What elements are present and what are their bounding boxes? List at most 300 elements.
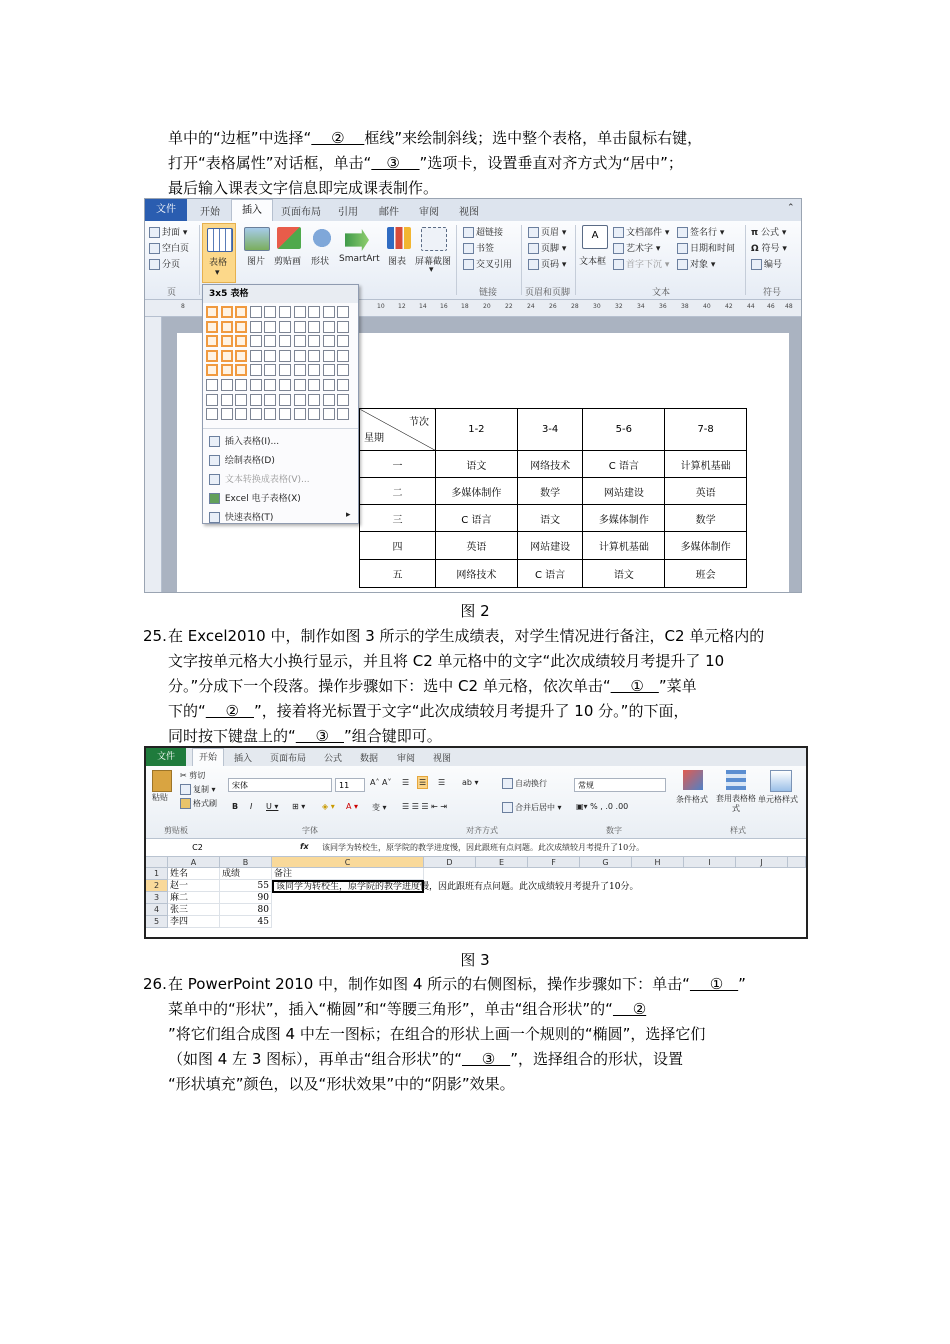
ribbon-insert: 封面 ▾ 空白页 分页 表格 ▾ 图片 剪贴画 形状 SmartArt 图表 屏幕截图 ▾ 超链接 书签 交叉引用 页眉 ▾ 页脚 ▾ 页码 ▾ A 文本框 文档部件 ▾ 艺术字 ▾ 首字下沉 ▾ 签名行 ▾ 日期和时间 对象 ▾ π 公式 ▾ Ω 符号 ▾ 编号 页 链接 页眉和页脚 文本 符号 (145, 221, 801, 300)
header-icon (528, 227, 539, 238)
number-button[interactable]: 编号 (751, 257, 782, 270)
table-grid-cell[interactable] (308, 335, 320, 347)
table-grid-cell[interactable] (206, 408, 218, 420)
align-top-button[interactable]: ☰ (402, 778, 410, 787)
name-box[interactable]: C2 (146, 841, 246, 855)
cell[interactable]: 80 (220, 904, 272, 916)
table-grid-cell[interactable] (308, 394, 320, 406)
text-line: 打开“表格属性”对话框，单击“ ③ ”选项卡，设置垂直对齐方式为“居中”； (168, 154, 683, 172)
submenu-arrow-icon: ▸ (346, 510, 351, 520)
table-grid-cell[interactable] (250, 306, 262, 318)
table-grid-cell[interactable] (250, 394, 262, 406)
text-line: 分。”分成下一个段落。操作步骤如下：选中 C2 单元格，依次单击“ ① ”菜单 (168, 677, 697, 695)
cell[interactable]: 麻二 (168, 892, 220, 904)
picture-icon (244, 227, 270, 251)
cell[interactable]: 备注 (272, 868, 424, 880)
picture-button[interactable]: 图片 (247, 257, 266, 267)
course-cell: 语文 (436, 451, 518, 478)
table-grid-cell[interactable] (264, 335, 276, 347)
table-grid-cell[interactable] (264, 350, 276, 362)
course-cell: 英语 (436, 532, 518, 560)
brush-icon (180, 798, 191, 809)
convert-text-icon (209, 474, 220, 485)
page-break-button[interactable]: 分页 (149, 257, 180, 270)
number-format-buttons[interactable]: ▣▾ % , .0 .00 (576, 802, 629, 811)
table-grid-cell[interactable] (235, 335, 247, 347)
cut-button[interactable]: ✂ 剪切 (180, 771, 206, 780)
chart-icon (387, 227, 411, 249)
table-grid-cell[interactable] (279, 335, 291, 347)
period-header: 3-4 (517, 409, 583, 451)
table-grid-cell[interactable] (337, 321, 349, 333)
tab-file[interactable]: 文件 (146, 748, 186, 766)
cell[interactable]: 张三 (168, 904, 220, 916)
tab-mailings[interactable]: 邮件 (379, 207, 399, 218)
conditional-format-button[interactable]: 条件格式 (676, 795, 708, 804)
insert-table-dropdown (202, 284, 359, 524)
group-label-links: 链接 (479, 288, 498, 298)
textbox-icon: A (582, 225, 608, 249)
course-cell: 多媒体制作 (583, 505, 665, 532)
column-header[interactable]: H (632, 857, 684, 868)
answer-blank: ② (612, 1000, 647, 1018)
quick-tables-menu-item[interactable]: 快速表格(T) ▸ (209, 510, 273, 523)
cell[interactable]: 赵一 (168, 880, 220, 892)
collapse-ribbon-icon[interactable]: ⌃ (787, 203, 795, 213)
figure-3-caption: 图 3 (460, 951, 490, 969)
text-line: 最后输入课表文字信息即完成课表制作。 (168, 179, 439, 197)
question-number: 26. (143, 975, 167, 993)
day-cell: 一 (360, 451, 436, 478)
text-line: 文字按单元格大小换行显示，并且将 C2 单元格中的文字“此次成绩较月考提升了 10 (168, 652, 725, 670)
excel-icon (209, 493, 220, 504)
group-label-header-footer: 页眉和页脚 (525, 288, 571, 298)
course-cell: 语文 (517, 505, 583, 532)
table-grid-cell[interactable] (235, 379, 247, 391)
table-grid-cell[interactable] (308, 321, 320, 333)
underline-button[interactable]: U ▾ (266, 802, 279, 811)
tab-home[interactable]: 开始 (192, 748, 224, 767)
cell[interactable]: 90 (220, 892, 272, 904)
table-grid-cell[interactable] (337, 379, 349, 391)
table-grid-cell[interactable] (323, 379, 335, 391)
table-grid-cell[interactable] (250, 364, 262, 376)
wrap-text-icon (502, 778, 513, 789)
paste-button[interactable]: 粘贴 (152, 793, 168, 802)
course-cell: 数学 (517, 478, 583, 505)
group-label-number: 数字 (606, 826, 622, 835)
table-grid-cell[interactable] (221, 335, 233, 347)
hyperlink-icon (463, 227, 474, 238)
row-header[interactable]: 5 (146, 916, 168, 928)
course-cell: C 语言 (517, 560, 583, 588)
text-line: 同时按下键盘上的“ ③ ”组合键即可。 (168, 727, 442, 745)
table-grid-cell[interactable] (279, 364, 291, 376)
borders-button[interactable]: ⊞ ▾ (292, 802, 306, 811)
answer-blank: ③ (371, 154, 420, 172)
drop-cap-icon (613, 259, 624, 270)
copy-button[interactable]: 复制 ▾ (180, 784, 216, 795)
table-icon (207, 228, 233, 252)
answer-blank: ② (311, 129, 365, 147)
wordart-icon (613, 243, 624, 254)
insert-table-menu-item[interactable]: 插入表格(I)... (209, 434, 279, 447)
table-grid-cell[interactable] (250, 350, 262, 362)
shapes-button[interactable]: 形状 (311, 257, 330, 267)
course-cell: C 语言 (583, 451, 665, 478)
format-as-table-icon (726, 770, 746, 790)
quick-parts-icon (613, 227, 624, 238)
cell-styles-button[interactable]: 单元格样式 (758, 795, 798, 804)
table-grid-cell[interactable] (323, 408, 335, 420)
table-grid-cell[interactable] (294, 306, 306, 318)
selected-cell-c2[interactable]: 该同学为转校生，原学院的教学进度慢，因此跟班有点问题。此次成绩较月考提升了10分。 (272, 880, 424, 893)
column-header[interactable]: J (736, 857, 788, 868)
figure-2-word-screenshot (144, 198, 802, 593)
table-grid-cell[interactable] (337, 408, 349, 420)
group-label-font: 字体 (302, 826, 318, 835)
tab-references[interactable]: 引用 (338, 207, 358, 218)
text-line: 下的“ ② ”，接着将光标置于文字“此次成绩较月考提升了 10 分。”的下面， (168, 702, 689, 720)
column-header[interactable]: B (220, 857, 272, 868)
ribbon-tab-bar (145, 199, 801, 222)
page-number-icon (528, 259, 539, 270)
tab-review[interactable]: 审阅 (419, 207, 439, 218)
diagonal-header-cell: 节次 星期 (360, 409, 436, 451)
answer-blank: ② (205, 702, 254, 720)
table-grid-cell[interactable] (294, 364, 306, 376)
bold-button[interactable]: B (232, 802, 239, 811)
table-grid-cell[interactable] (264, 379, 276, 391)
cover-page-button[interactable]: 封面 ▾ (149, 225, 187, 238)
answer-blank: ③ (295, 727, 344, 745)
number-icon (751, 259, 762, 270)
course-cell: 网站建设 (517, 532, 583, 560)
group-label-text: 文本 (652, 288, 671, 298)
table-grid-cell[interactable] (323, 335, 335, 347)
orientation-button[interactable]: ab ▾ (462, 778, 479, 787)
text-line: ”将它们组合成图 4 中左一图标；在组合的形状上画一个规则的“椭圆”，选择它们 (168, 1025, 706, 1043)
table-grid-cell[interactable] (323, 364, 335, 376)
tab-formulas[interactable]: 公式 (324, 754, 343, 764)
table-grid-cell[interactable] (235, 350, 247, 362)
table-grid-cell[interactable] (264, 408, 276, 420)
format-painter-button[interactable]: 格式刷 (180, 798, 217, 809)
table-grid-cell[interactable] (250, 408, 262, 420)
horizontal-ruler[interactable]: 8 10 12 14 16 18 20 22 24 26 28 30 32 34 36 38 40 42 44 46 48 (145, 300, 801, 317)
paste-icon (152, 770, 172, 792)
table-grid-cell[interactable] (308, 379, 320, 391)
calendar-icon (677, 243, 688, 254)
course-cell: 多媒体制作 (436, 478, 518, 505)
cell[interactable]: 55 (220, 880, 272, 892)
number-format-select[interactable]: 常规 (574, 778, 666, 792)
quick-parts-button[interactable]: 文档部件 ▾ (613, 225, 669, 238)
course-cell: 英语 (665, 478, 747, 505)
align-middle-button[interactable]: ☰ (419, 778, 427, 787)
tab-home[interactable]: 开始 (200, 207, 220, 218)
course-cell: 网站建设 (583, 478, 665, 505)
vertical-ruler[interactable] (145, 317, 162, 593)
smartart-button[interactable]: SmartArt (339, 254, 380, 264)
font-name-select[interactable]: 宋体 (228, 778, 332, 792)
table-grid-cell[interactable] (264, 364, 276, 376)
copy-icon (180, 784, 191, 795)
phonetic-button[interactable]: 变 ▾ (372, 803, 387, 812)
pencil-icon (209, 455, 220, 466)
shapes-icon (310, 227, 334, 249)
course-cell: 数学 (665, 505, 747, 532)
table-grid-cell[interactable] (235, 394, 247, 406)
tab-view[interactable]: 视图 (459, 207, 479, 218)
question-number: 25. (143, 627, 167, 645)
table-grid-cell[interactable] (235, 408, 247, 420)
fx-icon[interactable]: fx (300, 842, 309, 851)
column-header[interactable]: A (168, 857, 220, 868)
table-grid-cell[interactable] (206, 321, 218, 333)
table-grid-cell[interactable] (308, 408, 320, 420)
table-grid-cell[interactable] (264, 394, 276, 406)
format-as-table-button[interactable]: 套用表格格式 (716, 794, 756, 813)
column-header[interactable]: G (580, 857, 632, 868)
chart-button[interactable]: 图表 (388, 257, 407, 267)
cell[interactable]: 姓名 (168, 868, 220, 880)
cross-reference-icon (463, 259, 474, 270)
table-grid-cell[interactable] (221, 306, 233, 318)
question-26 (168, 972, 808, 1097)
footer-button[interactable]: 页脚 ▾ (528, 241, 566, 254)
course-cell: 多媒体制作 (665, 532, 747, 560)
cell-styles-icon (770, 770, 792, 792)
page-number-button[interactable]: 页码 ▾ (528, 257, 566, 270)
smartart-icon (345, 229, 369, 251)
course-cell: 网络技术 (436, 560, 518, 588)
tab-page-layout[interactable]: 页面布局 (270, 754, 307, 764)
cell[interactable]: 李四 (168, 916, 220, 928)
text-line: 菜单中的“形状”，插入“椭圆”和“等腰三角形”，单击“组合形状”的“ ② (168, 1000, 647, 1018)
course-cell: C 语言 (436, 505, 518, 532)
row-header[interactable]: 3 (146, 892, 168, 904)
tab-page-layout[interactable]: 页面布局 (281, 207, 321, 218)
schedule-table (359, 408, 747, 588)
excel-spreadsheet-menu-item[interactable]: Excel 电子表格(X) (209, 491, 301, 504)
table-grid-cell[interactable] (221, 394, 233, 406)
row-header[interactable]: 4 (146, 904, 168, 916)
draw-table-menu-item[interactable]: 绘制表格(D) (209, 453, 275, 466)
table-grid-cell[interactable] (264, 321, 276, 333)
row-header[interactable]: 1 (146, 868, 168, 880)
tab-insert[interactable]: 插入 (231, 199, 273, 223)
table-grid-cell[interactable] (264, 306, 276, 318)
align-bottom-button[interactable]: ☰ (438, 778, 446, 787)
tab-data[interactable]: 数据 (360, 754, 379, 764)
text-line: 单中的“边框”中选择“ ② 框线”来绘制斜线；选中整个表格，单击鼠标右键， (168, 129, 703, 147)
table-grid-cell[interactable] (323, 394, 335, 406)
table-grid-cell[interactable] (337, 364, 349, 376)
header-button[interactable]: 页眉 ▾ (528, 225, 566, 238)
tab-file[interactable]: 文件 (145, 199, 187, 221)
insert-table-icon (209, 436, 220, 447)
grow-font-button[interactable]: A˄ A˅ (370, 778, 392, 787)
table-grid-cell[interactable] (250, 335, 262, 347)
quick-tables-icon (209, 512, 220, 523)
table-grid-cell[interactable] (235, 364, 247, 376)
day-cell: 五 (360, 560, 436, 588)
table-grid-cell[interactable] (235, 306, 247, 318)
table-grid-cell[interactable] (279, 321, 291, 333)
answer-blank: ① (689, 975, 739, 993)
course-cell: 计算机基础 (583, 532, 665, 560)
column-header[interactable]: C (272, 857, 424, 868)
table-grid-cell[interactable] (250, 321, 262, 333)
convert-text-menu-item[interactable]: 文本转换成表格(V)... (209, 472, 310, 485)
column-header[interactable]: F (528, 857, 580, 868)
table-grid-cell[interactable] (337, 350, 349, 362)
table-grid-cell[interactable] (221, 321, 233, 333)
question-25 (168, 624, 808, 749)
course-cell: 计算机基础 (665, 451, 747, 478)
date-time-button[interactable]: 日期和时间 (677, 241, 735, 254)
column-header[interactable]: E (476, 857, 528, 868)
table-grid-cell[interactable] (337, 335, 349, 347)
paragraph-1 (168, 126, 808, 201)
omega-icon: Ω (751, 244, 759, 254)
day-cell: 四 (360, 532, 436, 560)
clipart-icon (277, 227, 301, 249)
column-header[interactable]: I (684, 857, 736, 868)
table-grid-cell[interactable] (221, 364, 233, 376)
pi-icon: π (751, 228, 759, 238)
table-grid-cell[interactable] (206, 364, 218, 376)
group-label-pages: 页 (167, 288, 177, 298)
table-grid-cell[interactable] (279, 379, 291, 391)
merge-center-button[interactable]: 合并后居中 ▾ (502, 802, 562, 813)
table-grid-cell[interactable] (294, 394, 306, 406)
fill-color-button[interactable]: ◈ ▾ (322, 802, 335, 811)
excel-tab-bar (146, 748, 806, 767)
conditional-format-icon (683, 770, 703, 790)
table-grid-cell[interactable] (337, 394, 349, 406)
table-grid-cell[interactable] (235, 321, 247, 333)
italic-button[interactable]: I (250, 802, 253, 811)
bookmark-icon (463, 243, 474, 254)
table-grid-cell[interactable] (294, 321, 306, 333)
font-color-button[interactable]: A ▾ (346, 802, 359, 811)
table-grid-cell[interactable] (337, 306, 349, 318)
object-icon (677, 259, 688, 270)
clipart-button[interactable]: 剪贴画 (274, 257, 302, 267)
row-header[interactable]: 2 (146, 880, 168, 892)
text-line: “形状填充”颜色，以及“形状效果”中的“阴影”效果。 (168, 1075, 515, 1093)
table-grid-cell[interactable] (206, 379, 218, 391)
table-grid-cell[interactable] (250, 379, 262, 391)
table-grid-cell[interactable] (206, 335, 218, 347)
table-grid-cell[interactable] (206, 350, 218, 362)
cell[interactable]: 45 (220, 916, 272, 928)
footer-icon (528, 243, 539, 254)
day-cell: 二 (360, 478, 436, 505)
period-header: 1-2 (436, 409, 518, 451)
table-grid-cell[interactable] (221, 379, 233, 391)
course-cell: 网络技术 (517, 451, 583, 478)
table-grid-cell[interactable] (206, 306, 218, 318)
tab-review[interactable]: 审阅 (397, 754, 416, 764)
cell[interactable]: 成绩 (220, 868, 272, 880)
wordart-button[interactable]: 艺术字 ▾ (613, 241, 660, 254)
drop-cap-button[interactable]: 首字下沉 ▾ (613, 257, 669, 270)
wrap-text-button[interactable]: 自动换行 (502, 778, 547, 789)
table-grid-cell[interactable] (308, 306, 320, 318)
table-grid-cell[interactable] (294, 408, 306, 420)
tab-insert[interactable]: 插入 (234, 754, 253, 764)
tab-view[interactable]: 视图 (433, 754, 452, 764)
cross-reference-button[interactable]: 交叉引用 (463, 257, 512, 270)
table-button[interactable]: 表格 ▾ (202, 223, 236, 283)
table-grid-cell[interactable] (323, 350, 335, 362)
merge-icon (502, 802, 513, 813)
text-line: 在 Excel2010 中，制作如图 3 所示的学生成绩表，对学生情况进行备注，C2 单元格内的 (168, 627, 765, 645)
dropdown-title: 3x5 表格 (203, 285, 358, 303)
blank-page-button[interactable]: 空白页 (149, 241, 189, 254)
course-cell: 班会 (665, 560, 747, 588)
period-header: 5-6 (583, 409, 665, 451)
column-header[interactable]: D (424, 857, 476, 868)
horizontal-align-buttons[interactable]: ☰ ☰ ☰ ⇤ ⇥ (402, 802, 448, 811)
group-label-clipboard: 剪贴板 (164, 826, 188, 835)
bookmark-button[interactable]: 书签 (463, 241, 494, 254)
table-grid-cell[interactable] (279, 306, 291, 318)
table-grid-cell[interactable] (221, 350, 233, 362)
worksheet-grid[interactable] (146, 857, 806, 937)
font-size-select[interactable]: 11 (335, 778, 365, 792)
table-grid-cell[interactable] (294, 379, 306, 391)
table-grid-cell[interactable] (279, 394, 291, 406)
formula-bar (146, 840, 806, 857)
signature-line-button[interactable]: 签名行 ▾ (677, 225, 724, 238)
table-grid-cell[interactable] (279, 350, 291, 362)
table-grid-cell[interactable] (206, 394, 218, 406)
equation-button[interactable]: π 公式 ▾ (751, 228, 787, 238)
period-header: 7-8 (665, 409, 747, 451)
hyperlink-button[interactable]: 超链接 (463, 225, 503, 238)
textbox-button[interactable]: 文本框 (579, 257, 607, 267)
object-button[interactable]: 对象 ▾ (677, 257, 715, 270)
answer-blank: ③ (461, 1050, 511, 1068)
course-cell: 语文 (583, 560, 665, 588)
signature-icon (677, 227, 688, 238)
group-label-styles: 样式 (730, 826, 746, 835)
table-grid-cell[interactable] (308, 350, 320, 362)
table-grid-cell[interactable] (323, 321, 335, 333)
table-grid-cell[interactable] (308, 364, 320, 376)
table-grid-cell[interactable] (279, 408, 291, 420)
figure-2-caption: 图 2 (460, 602, 490, 620)
answer-blank: ① (610, 677, 659, 695)
symbol-button[interactable]: Ω 符号 ▾ (751, 244, 787, 254)
figure-3-excel-screenshot (144, 746, 808, 939)
table-grid-cell[interactable] (294, 335, 306, 347)
excel-ribbon-home (146, 766, 806, 839)
scissors-icon: ✂ (180, 771, 187, 780)
table-grid-cell[interactable] (221, 408, 233, 420)
screenshot-button[interactable]: 屏幕截图 (415, 257, 452, 267)
text-line: （如图 4 左 3 图标），再单击“组合形状”的“ ③ ”，选择组合的形状，设置 (168, 1050, 683, 1068)
day-cell: 三 (360, 505, 436, 532)
formula-input[interactable]: 该同学为转校生，原学院的教学进度慢，因此跟班有点问题。此次成绩较月考提升了10分。 (322, 843, 645, 852)
table-grid-cell[interactable] (294, 350, 306, 362)
table-grid-cell[interactable] (323, 306, 335, 318)
text-line: 在 PowerPoint 2010 中，制作如图 4 所示的右侧图标，操作步骤如下：单击“ ① ” (168, 975, 746, 993)
